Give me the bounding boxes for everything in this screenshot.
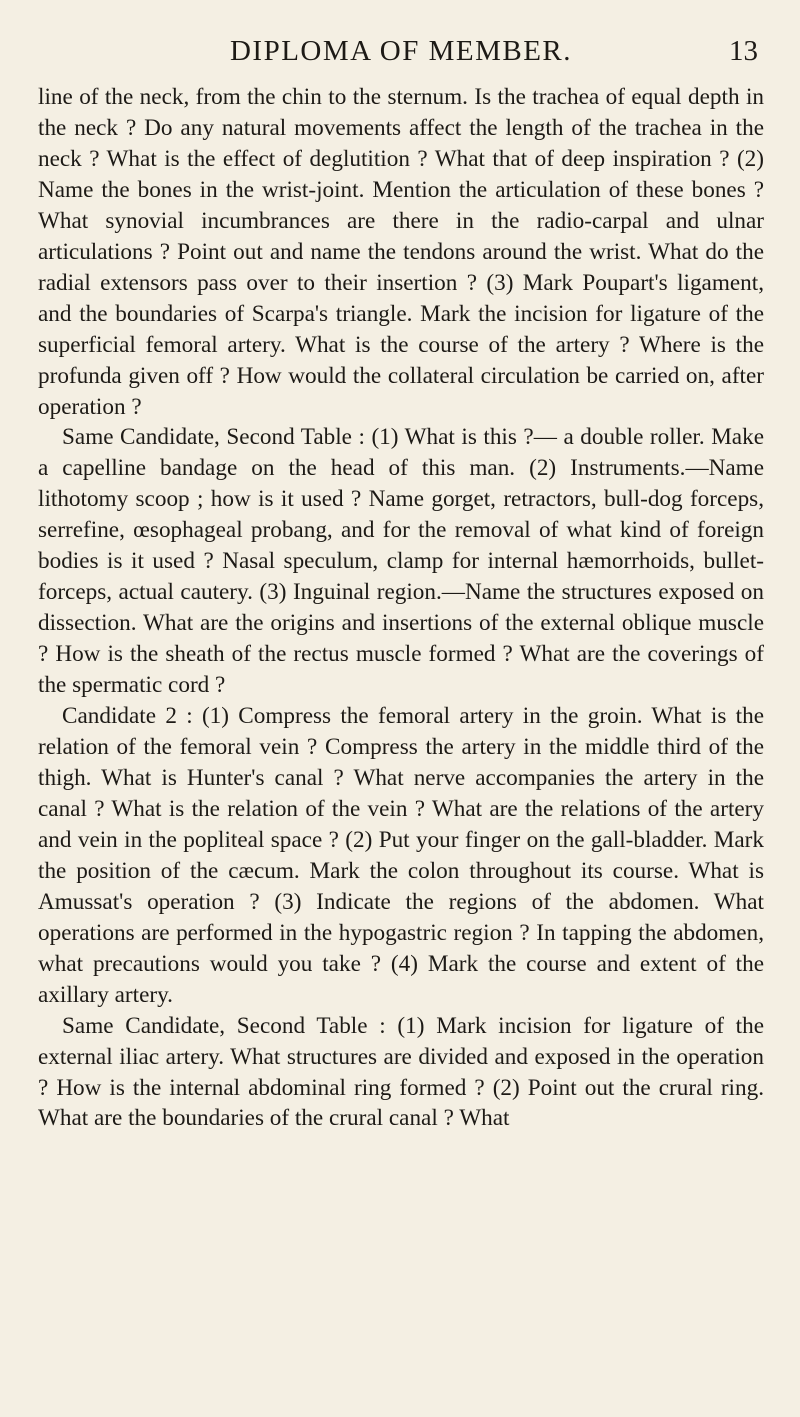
body-text xyxy=(38,82,764,1134)
paragraph-continued: line of the neck, from the chin to the sternum. Is the trachea of equal depth in the neck ? Do any natural movements affect the length of the trachea in the neck ? What is the effect of deglutition ? What that of deep inspiration ? (2) Name the bones in the wrist-joint. Mention the articulation of these bones ? What synovial incumbrances are there in the radio-carpal and ulnar articulations ? Point out and name the tendons around the wrist. What do the radial extensors pass over to their insertion ? (3) Mark Poupart's ligament, and the boundaries of Scarpa's triangle. Mark the incision for ligature of the superficial femoral artery. What is the course of the artery ? Where is the profunda given off ? How would the collateral circulation be carried on, after operation ? xyxy=(38,84,764,420)
page-number: 13 xyxy=(729,35,758,67)
paragraph-same-candidate-second-table: Same Candidate, Second Table : (1) What is this ?— a double roller. Make a capelline bandage on the head of this man. (2) Instruments.—Name lithotomy scoop ; how is it used ? Name gorget, retractors, bull-dog forceps, serrefine, œsophageal probang, and for the removal of what kind of foreign bodies is it used ? Nasal speculum, clamp for internal hæmorrhoids, bullet-forceps, actual cautery. (3) Inguinal region.—Name the structures exposed on dissection. What are the origins and insertions of the external oblique muscle ? How is the sheath of the rectus muscle formed ? What are the coverings of the spermatic cord ? xyxy=(38,424,764,699)
paragraph-same-candidate-second-table-2: Same Candidate, Second Table : (1) Mark incision for ligature of the external iliac artery. What structures are divided and exposed in the operation ? How is the internal abdominal ring formed ? (2) Point out the crural ring. What are the boundaries of the crural canal ? What xyxy=(38,1012,764,1132)
page-title: DIPLOMA OF MEMBER. xyxy=(229,35,573,67)
paragraph-candidate-2: Candidate 2 : (1) Compress the femoral artery in the groin. What is the relation of the femoral vein ? Compress the artery in the middle third of the thigh. What is Hunter's canal ? What nerve accompanies the artery in the canal ? What is the relation of the vein ? What are the relations of the artery and vein in the popliteal space ? (2) Put your finger on the gall-bladder. Mark the position of the cæcum. Mark the colon throughout its course. What is Amussat's operation ? (3) Indicate the regions of the abdomen. What operations are performed in the hypogastric region ? In tapping the abdomen, what precautions would you take ? (4) Mark the course and extent of the axillary artery. xyxy=(38,703,764,1008)
running-head xyxy=(38,34,764,74)
